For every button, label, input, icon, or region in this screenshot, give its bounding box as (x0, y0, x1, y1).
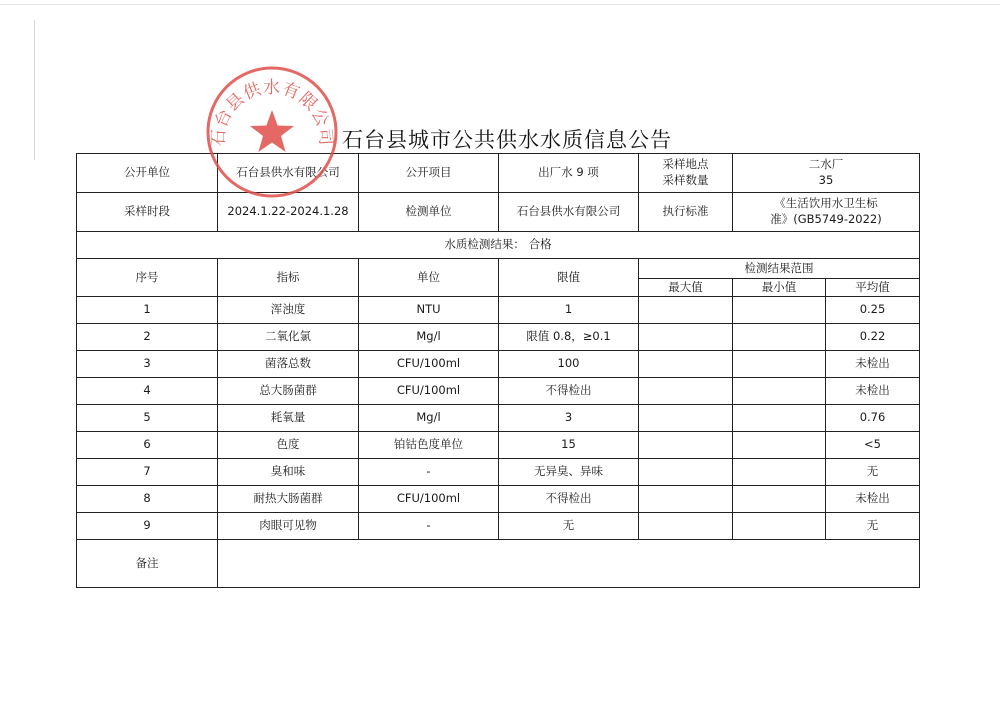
table-row (77, 459, 920, 486)
result-row (77, 232, 920, 259)
cell-no: 8 (77, 486, 218, 513)
publisher-value: 石台县供水有限公司 (218, 154, 359, 193)
note-label: 备注 (77, 540, 218, 588)
period-label: 采样时段 (77, 193, 218, 232)
cell-max (639, 432, 733, 459)
cell-indicator: 总大肠菌群 (218, 378, 359, 405)
cell-limit: 不得检出 (499, 486, 639, 513)
cell-limit: 不得检出 (499, 378, 639, 405)
cell-min (733, 378, 826, 405)
cell-unit: Mg/l (359, 324, 499, 351)
header-row-period (77, 193, 920, 232)
item-label: 公开项目 (359, 154, 499, 193)
table-row (77, 324, 920, 351)
cell-max (639, 513, 733, 540)
cell-limit: 100 (499, 351, 639, 378)
scan-edge-top (0, 4, 1000, 5)
cell-no: 3 (77, 351, 218, 378)
count-label: 采样数量 (662, 173, 709, 187)
cell-max (639, 405, 733, 432)
standard-value (733, 193, 920, 232)
cell-no: 5 (77, 405, 218, 432)
col-limit: 限值 (499, 259, 639, 297)
cell-max (639, 297, 733, 324)
header-row-publisher (77, 154, 920, 193)
tester-label: 检测单位 (359, 193, 499, 232)
cell-min (733, 486, 826, 513)
cell-min (733, 324, 826, 351)
result-cell (77, 232, 920, 259)
result-value: 合格 (528, 237, 552, 252)
standard-label: 执行标准 (639, 193, 733, 232)
table-row (77, 486, 920, 513)
cell-unit: CFU/100ml (359, 378, 499, 405)
table-row (77, 297, 920, 324)
cell-no: 9 (77, 513, 218, 540)
document-title: 石台县城市公共供水水质信息公告 (342, 128, 672, 152)
cell-limit: 无 (499, 513, 639, 540)
cell-max (639, 324, 733, 351)
scan-edge-left (34, 20, 35, 160)
company-seal (204, 64, 340, 200)
standard-line-2: 准》(GB5749-2022) (770, 212, 882, 226)
period-value: 2024.1.22-2024.1.28 (218, 193, 359, 232)
cell-avg: 无 (826, 513, 920, 540)
cell-limit: 无异臭、异味 (499, 459, 639, 486)
cell-avg: <5 (826, 432, 920, 459)
cell-max (639, 486, 733, 513)
cell-limit: 3 (499, 405, 639, 432)
site-count-labels (639, 154, 733, 193)
cell-limit: 限值 0.8，≥0.1 (499, 324, 639, 351)
cell-no: 1 (77, 297, 218, 324)
cell-indicator: 耐热大肠菌群 (218, 486, 359, 513)
cell-indicator: 耗氧量 (218, 405, 359, 432)
water-quality-table (76, 153, 920, 588)
standard-line-1: 《生活饮用水卫生标 (774, 196, 878, 211)
cell-avg: 无 (826, 459, 920, 486)
cell-indicator: 臭和味 (218, 459, 359, 486)
cell-avg: 未检出 (826, 378, 920, 405)
column-header-row (77, 259, 920, 279)
item-value: 出厂水 9 项 (499, 154, 639, 193)
cell-indicator: 肉眼可见物 (218, 513, 359, 540)
result-label: 水质检测结果： (444, 237, 525, 252)
cell-unit: - (359, 459, 499, 486)
data-rows (77, 297, 920, 540)
cell-limit: 1 (499, 297, 639, 324)
col-index: 序号 (77, 259, 218, 297)
site-label: 采样地点 (662, 157, 709, 172)
cell-no: 4 (77, 378, 218, 405)
cell-min (733, 459, 826, 486)
cell-min (733, 405, 826, 432)
table-row (77, 351, 920, 378)
cell-min (733, 351, 826, 378)
cell-avg: 0.25 (826, 297, 920, 324)
note-row (77, 540, 920, 588)
cell-min (733, 513, 826, 540)
table-row (77, 405, 920, 432)
cell-unit: - (359, 513, 499, 540)
cell-unit: CFU/100ml (359, 351, 499, 378)
cell-avg: 0.76 (826, 405, 920, 432)
seal-star-icon (250, 110, 294, 152)
note-value (218, 540, 920, 588)
cell-unit: CFU/100ml (359, 486, 499, 513)
cell-limit: 15 (499, 432, 639, 459)
col-indicator: 指标 (218, 259, 359, 297)
cell-no: 7 (77, 459, 218, 486)
site-value: 二水厂 (808, 157, 844, 172)
cell-no: 6 (77, 432, 218, 459)
cell-avg: 未检出 (826, 486, 920, 513)
col-avg: 平均值 (826, 279, 920, 297)
count-value: 35 (818, 173, 834, 187)
cell-avg: 未检出 (826, 351, 920, 378)
cell-min (733, 297, 826, 324)
cell-no: 2 (77, 324, 218, 351)
seal-text: 石台县供水有限公司 (208, 77, 336, 147)
cell-min (733, 432, 826, 459)
col-unit: 单位 (359, 259, 499, 297)
cell-max (639, 351, 733, 378)
cell-indicator: 菌落总数 (218, 351, 359, 378)
cell-unit: Mg/l (359, 405, 499, 432)
cell-max (639, 378, 733, 405)
cell-unit: NTU (359, 297, 499, 324)
col-min: 最小值 (733, 279, 826, 297)
cell-indicator: 二氧化氯 (218, 324, 359, 351)
cell-indicator: 色度 (218, 432, 359, 459)
cell-indicator: 浑浊度 (218, 297, 359, 324)
col-range: 检测结果范围 (639, 259, 920, 279)
table-row (77, 378, 920, 405)
publisher-label: 公开单位 (77, 154, 218, 193)
col-max: 最大值 (639, 279, 733, 297)
cell-avg: 0.22 (826, 324, 920, 351)
cell-unit: 铂钴色度单位 (359, 432, 499, 459)
site-count-values (733, 154, 920, 193)
table-row (77, 513, 920, 540)
cell-max (639, 459, 733, 486)
table-row (77, 432, 920, 459)
tester-value: 石台县供水有限公司 (499, 193, 639, 232)
